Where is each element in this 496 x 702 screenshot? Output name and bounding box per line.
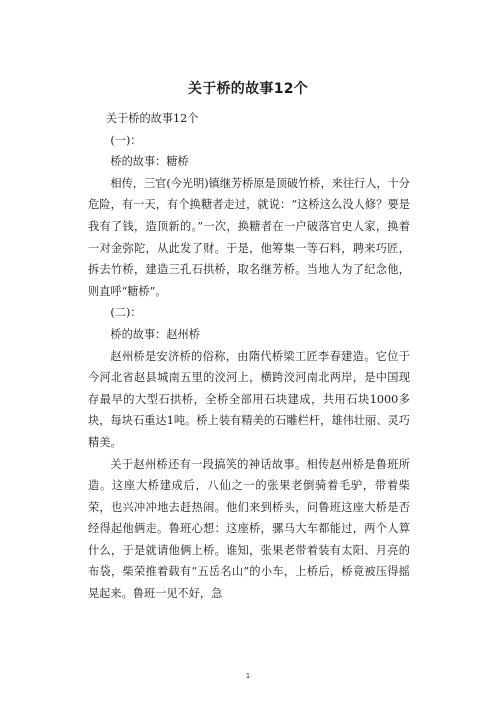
- page-title: 关于桥的故事12个: [187, 81, 309, 97]
- body-paragraph: 赵州桥是安济桥的俗称，由隋代桥梁工匠李春建造。它位于今河北省赵县城南五里的洨河上，横跨洨河南北两岸，是中国现存最早的大型石拱桥，全桥全部用石块建成，共用石块1000多块，每块石重达1吨。桥上装有精美的石雕栏杆，雄伟壮丽、灵巧精美。: [88, 349, 410, 449]
- document-body: [88, 108, 410, 605]
- section-marker-1: (一)：: [110, 133, 142, 147]
- body-paragraph: 相传，三官(今光明)镇继芳桥原是顶破竹桥，来往行人，十分危险，有一天，有个换糖者走过，就说：“这桥这么没人修？要是我有了钱，造顶新的。”一次，换糖者在一户破落官史人家，换着一对金弥陀，从此发了财。于是，他筹集一等石料，聘来巧匠，拆去竹桥，建造三孔石拱桥，取名继芳桥。当地人为了纪念他，则直呼“糖桥”。: [88, 176, 410, 298]
- section-marker-2: (二)：: [110, 306, 142, 320]
- body-paragraph: 关于赵州桥还有一段搞笑的神话故事。相传赵州桥是鲁班所造。这座大桥建成后，八仙之一的张果老倒骑着毛驴，带着柴荣，也兴冲冲地去赶热闹。他们来到桥头，问鲁班这座大桥是否经得起他俩走。鲁班心想：这座桥，骡马大车都能过，两个人算什么，于是就请他俩上桥。谁知，张果老带着装有太阳、月亮的布袋，柴荣推着载有“五岳名山”的小车，上桥后，桥竟被压得摇晃起来。鲁班一见不好，急: [88, 457, 410, 601]
- section-heading-2: 桥的故事：赵州桥: [110, 327, 200, 341]
- page-number: 1: [245, 672, 251, 680]
- section-heading-1: 桥的故事：糖桥: [110, 155, 189, 169]
- subtitle-paragraph: 关于桥的故事12个: [105, 112, 199, 125]
